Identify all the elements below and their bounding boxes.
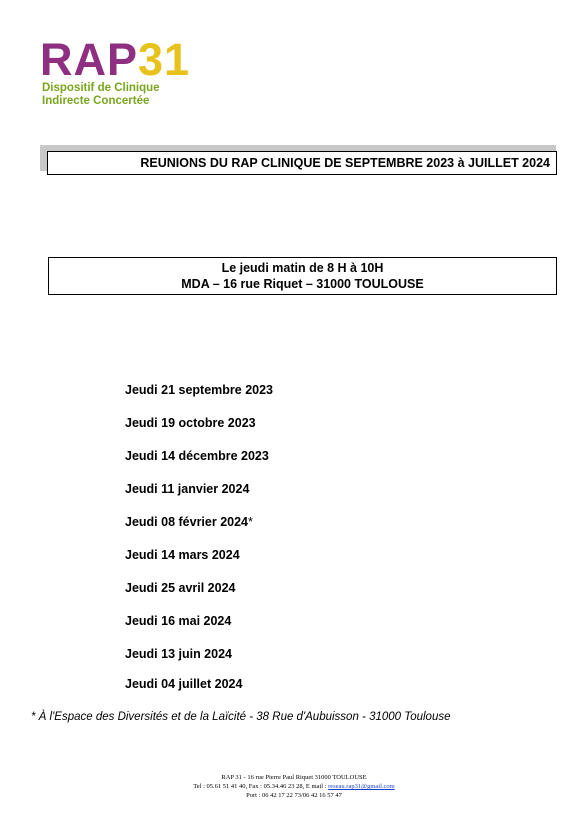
date-item-label: Jeudi 08 février 2024 (125, 515, 248, 529)
meeting-info-box (48, 257, 557, 295)
footer-mobile: Port : 06 42 17 22 73/06 42 16 57 47 (246, 792, 342, 799)
meeting-location: MDA – 16 rue Riquet – 31000 TOULOUSE (181, 277, 424, 291)
page-title: REUNIONS DU RAP CLINIQUE DE SEPTEMBRE 2023 à JUILLET 2024 (47, 151, 557, 175)
footer-contact (0, 782, 588, 791)
meeting-dates-list (125, 383, 273, 692)
logo-rap: RAP (40, 34, 139, 85)
footer-email-link[interactable]: reseau.rap31@gmail.com (328, 783, 395, 790)
date-item (125, 515, 273, 530)
date-item: Jeudi 11 janvier 2024 (125, 482, 250, 496)
date-item: Jeudi 14 mars 2024 (125, 548, 240, 562)
date-item: Jeudi 19 octobre 2023 (125, 416, 256, 430)
logo-subtitle-2: Indirecte Concertée (42, 95, 150, 107)
footer (0, 773, 588, 800)
date-item: Jeudi 21 septembre 2023 (125, 383, 273, 397)
footnote-marker: * (248, 515, 253, 529)
footer-address: RAP 31 - 16 rue Pierre Paul Riquet 31000 TOULOUSE (221, 774, 367, 781)
logo-wordmark (40, 34, 191, 85)
footnote: * À l'Espace des Diversités et de la Laïcité - 38 Rue d'Aubuisson - 31000 Toulouse (31, 711, 451, 723)
date-item: Jeudi 04 juillet 2024 (125, 677, 243, 691)
date-item: Jeudi 14 décembre 2023 (125, 449, 269, 463)
date-item: Jeudi 13 juin 2024 (125, 647, 232, 661)
footer-phone-fax: Tel : 05.61 51 41 40, Fax : 05.34.46 23 28, E mail : (193, 783, 329, 790)
date-item: Jeudi 25 avril 2024 (125, 581, 236, 595)
logo-subtitle-1: Dispositif de Clinique (42, 82, 160, 94)
meeting-time: Le jeudi matin de 8 H à 10H (221, 261, 384, 275)
logo-number: 31 (138, 34, 191, 85)
date-item: Jeudi 16 mai 2024 (125, 614, 232, 628)
logo (40, 34, 191, 108)
